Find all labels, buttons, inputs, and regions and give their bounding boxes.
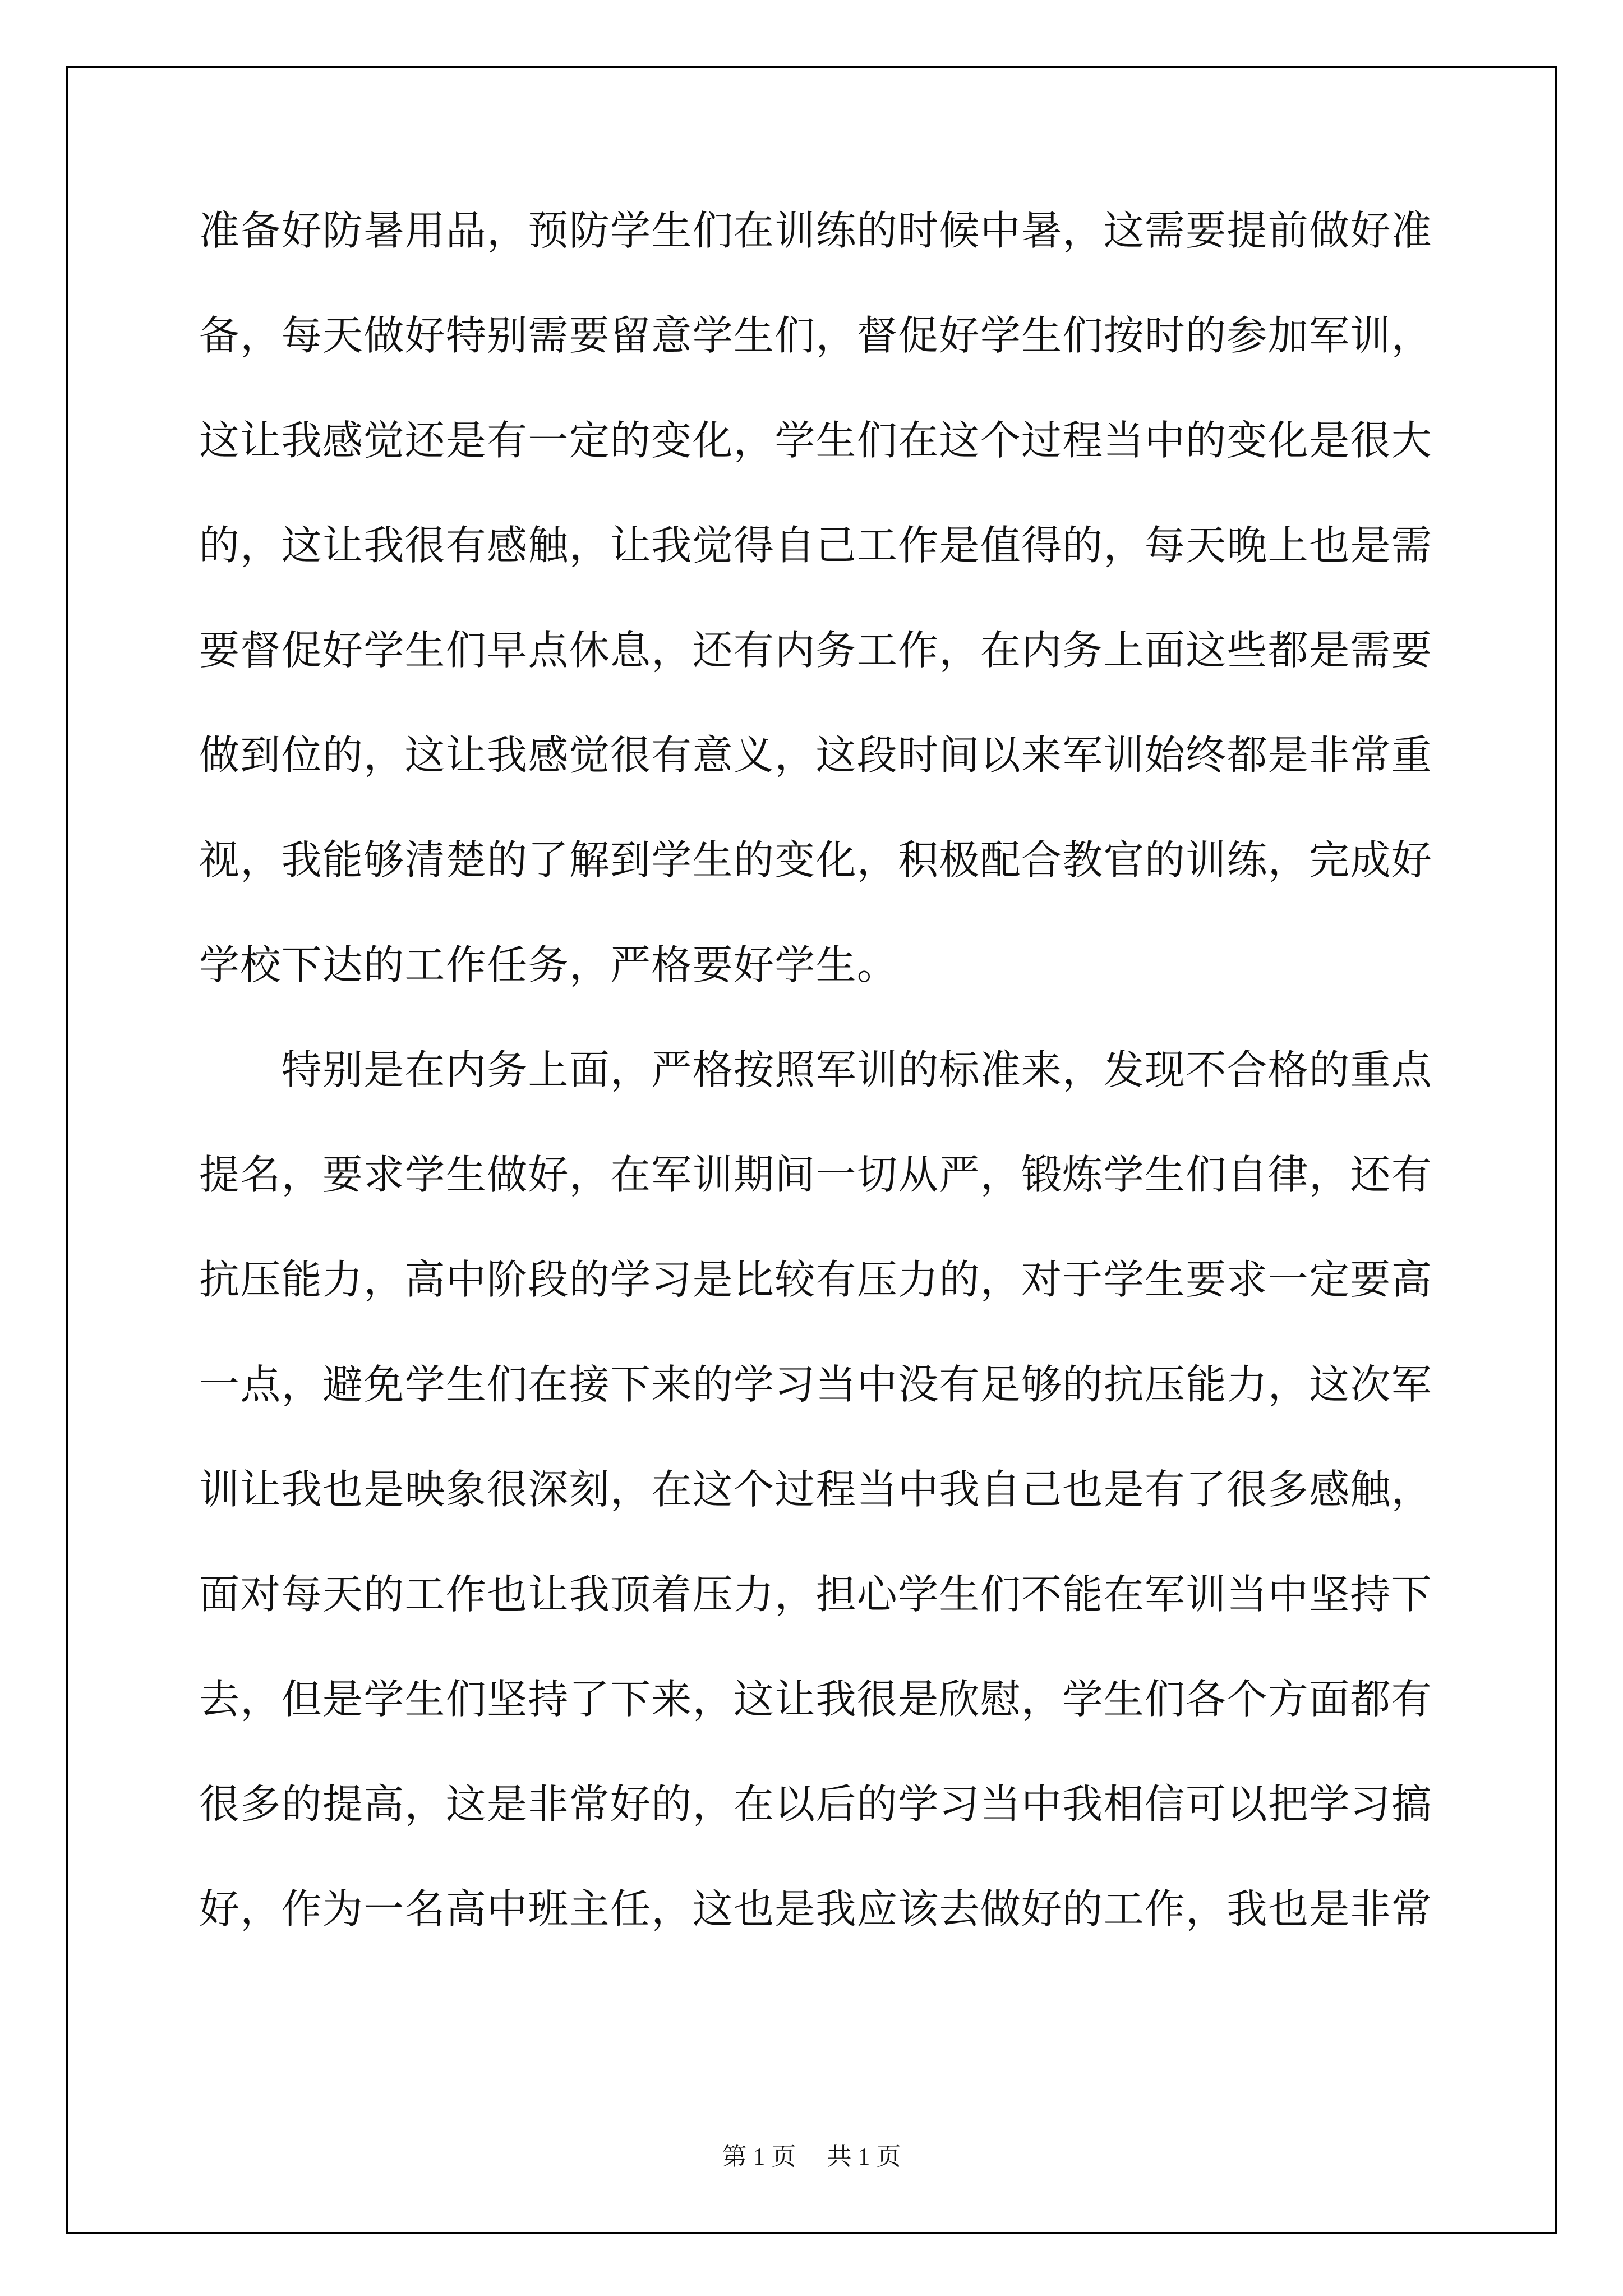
- text-line: 特别是在内务上面，严格按照军训的标准来，发现不合格的重点: [199, 1046, 1433, 1093]
- text-line: 要督促好学生们早点休息，还有内务工作，在内务上面这些都是需要: [199, 627, 1433, 674]
- text-line: 备，每天做好特别需要留意学生们，督促好学生们按时的参加军训，: [199, 312, 1433, 359]
- text-line: 视，我能够清楚的了解到学生的变化，积极配合教官的训练，完成好: [199, 836, 1433, 884]
- text-line: 去，但是学生们坚持了下来，这让我很是欣慰，学生们各个方面都有: [199, 1676, 1433, 1723]
- text-line: 抗压能力，高中阶段的学习是比较有压力的，对于学生要求一定要高: [199, 1256, 1433, 1303]
- text-line: 训让我也是映象很深刻，在这个过程当中我自己也是有了很多感触，: [199, 1466, 1433, 1513]
- text-line: 的，这让我很有感触，让我觉得自己工作是值得的，每天晚上也是需: [199, 522, 1433, 569]
- text-line: 这让我感觉还是有一定的变化，学生们在这个过程当中的变化是很大: [199, 417, 1433, 464]
- text-line: 面对每天的工作也让我顶着压力，担心学生们不能在军训当中坚持下: [199, 1571, 1433, 1618]
- text-line: 一点，避免学生们在接下来的学习当中没有足够的抗压能力，这次军: [199, 1361, 1433, 1408]
- text-line: 很多的提高，这是非常好的，在以后的学习当中我相信可以把学习搞: [199, 1780, 1433, 1828]
- text-line: 做到位的，这让我感觉很有意义，这段时间以来军训始终都是非常重: [199, 731, 1433, 779]
- page-number-footer: 第 1 页 共 1 页: [722, 2143, 901, 2170]
- text-line: 准备好防暑用品，预防学生们在训练的时候中暑，这需要提前做好准: [199, 207, 1433, 254]
- text-line: 好，作为一名高中班主任，这也是我应该去做好的工作，我也是非常: [199, 1885, 1433, 1932]
- text-line: 提名，要求学生做好，在军训期间一切从严，锻炼学生们自律，还有: [199, 1151, 1433, 1198]
- text-line: 学校下达的工作任务，严格要好学生。: [199, 941, 898, 988]
